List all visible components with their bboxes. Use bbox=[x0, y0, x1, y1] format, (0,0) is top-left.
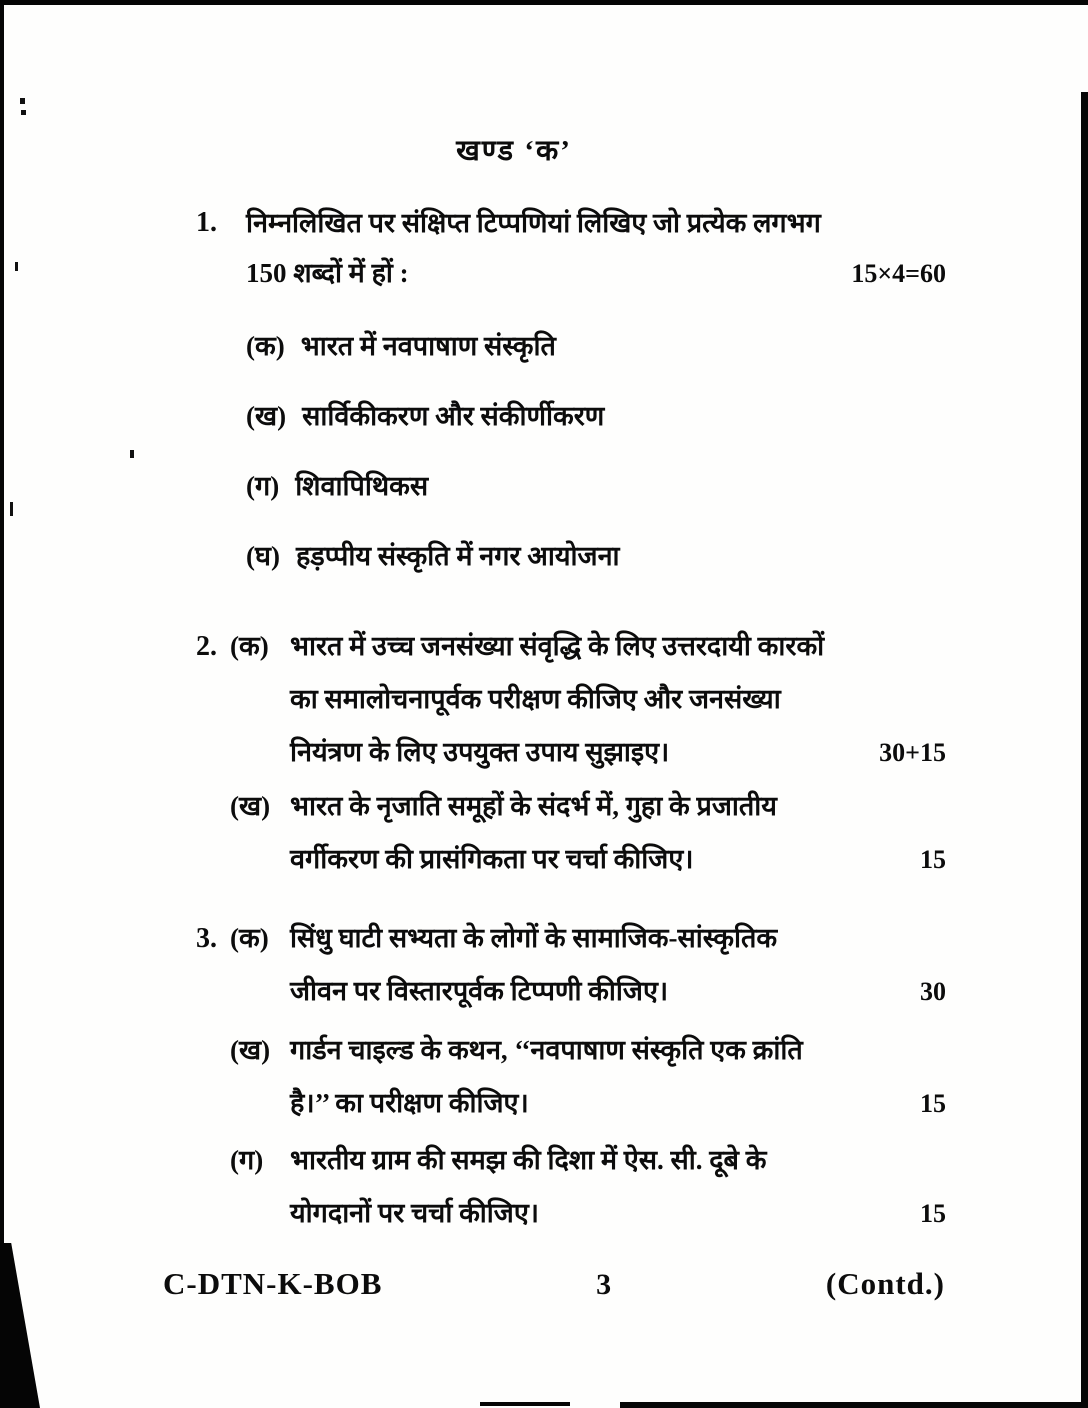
question-1-intro-line: 150 शब्दों में हों : bbox=[246, 258, 409, 288]
scan-speck bbox=[20, 98, 25, 104]
scan-speck bbox=[15, 262, 18, 271]
part-line: भारत में उच्च जनसंख्या संवृद्धि के लिए उत्तरदायी कारकों bbox=[290, 631, 825, 661]
scan-speck bbox=[10, 502, 13, 516]
question-1-number: 1. bbox=[196, 207, 217, 238]
footer-contd-label: (Contd.) bbox=[825, 1266, 945, 1301]
item-text: सार्विकीकरण और संकीर्णीकरण bbox=[302, 401, 605, 431]
item-label: (ग) bbox=[246, 471, 280, 501]
scan-corner-fold bbox=[0, 1243, 40, 1408]
scan-edge-top bbox=[0, 0, 1088, 5]
part-line: भारतीय ग्राम की समझ की दिशा में ऐस. सी. दूबे के bbox=[290, 1145, 767, 1175]
part-line: सिंधु घाटी सभ्यता के लोगों के सामाजिक-सांस्कृतिक bbox=[290, 923, 778, 953]
part-label: (क) bbox=[230, 923, 269, 953]
scan-edge-bottom-dash bbox=[480, 1402, 570, 1406]
part-line: जीवन पर विस्तारपूर्वक टिप्पणी कीजिए। bbox=[290, 976, 669, 1006]
part-label: (क) bbox=[230, 631, 269, 661]
footer-page-number: 3 bbox=[596, 1268, 613, 1301]
question-3 bbox=[196, 912, 946, 1018]
section-title: खण्ड ‘क’ bbox=[456, 135, 572, 167]
item-label: (ख) bbox=[246, 401, 287, 431]
question-3-part-c bbox=[230, 1134, 946, 1240]
question-2 bbox=[196, 620, 946, 779]
part-line: वर्गीकरण की प्रासंगिकता पर चर्चा कीजिए। bbox=[290, 844, 694, 874]
part-line: गार्डन चाइल्ड के कथन, ‘‘नवपाषाण संस्कृति एक क्रांति bbox=[290, 1035, 803, 1065]
question-1 bbox=[196, 198, 946, 299]
part-line: का समालोचनापूर्वक परीक्षण कीजिए और जनसंख्या bbox=[290, 684, 781, 714]
page-footer bbox=[163, 1266, 945, 1302]
question-1-item-b bbox=[246, 396, 604, 436]
scan-speck bbox=[21, 110, 26, 115]
part-line: भारत के नृजाति समूहों के संदर्भ में, गुहा के प्रजातीय bbox=[290, 791, 777, 821]
part-line: है।’’ का परीक्षण कीजिए। bbox=[290, 1088, 529, 1118]
question-2-number: 2. bbox=[196, 631, 217, 662]
question-2a-marks: 30+15 bbox=[879, 738, 946, 767]
item-text: हड़प्पीय संस्कृति में नगर आयोजना bbox=[295, 541, 620, 571]
question-1-intro-line: निम्नलिखित पर संक्षिप्त टिप्पणियां लिखिए जो प्रत्येक लगभग bbox=[246, 208, 821, 238]
scan-edge-left bbox=[0, 0, 4, 1295]
question-3-part-b bbox=[230, 1024, 946, 1130]
question-3-part-a bbox=[230, 912, 946, 1018]
question-2b-marks: 15 bbox=[920, 845, 946, 874]
scan-edge-bottom bbox=[620, 1402, 1088, 1408]
part-label: (ख) bbox=[230, 791, 271, 821]
question-2-part-b bbox=[230, 780, 946, 886]
question-3a-marks: 30 bbox=[920, 977, 946, 1006]
item-text: शिवापिथिकस bbox=[295, 471, 429, 501]
question-3-number: 3. bbox=[196, 923, 217, 954]
question-1-marks: 15×4=60 bbox=[851, 259, 946, 288]
item-text: भारत में नवपाषाण संस्कृति bbox=[300, 331, 556, 361]
question-1-item-c bbox=[246, 466, 428, 506]
item-label: (घ) bbox=[246, 541, 280, 571]
part-line: योगदानों पर चर्चा कीजिए। bbox=[290, 1198, 539, 1228]
part-label: (ख) bbox=[230, 1035, 271, 1065]
scan-speck bbox=[130, 450, 134, 458]
footer-paper-code: C-DTN-K-BOB bbox=[163, 1266, 383, 1301]
question-3c-marks: 15 bbox=[920, 1199, 946, 1228]
part-line: नियंत्रण के लिए उपयुक्त उपाय सुझाइए। bbox=[290, 737, 670, 767]
scan-edge-right bbox=[1081, 92, 1088, 1408]
part-label: (ग) bbox=[230, 1145, 264, 1175]
question-3b-marks: 15 bbox=[920, 1089, 946, 1118]
question-1-item-d bbox=[246, 536, 620, 576]
question-2-part-a bbox=[230, 620, 946, 779]
question-1-item-a bbox=[246, 326, 556, 366]
item-label: (क) bbox=[246, 331, 285, 361]
